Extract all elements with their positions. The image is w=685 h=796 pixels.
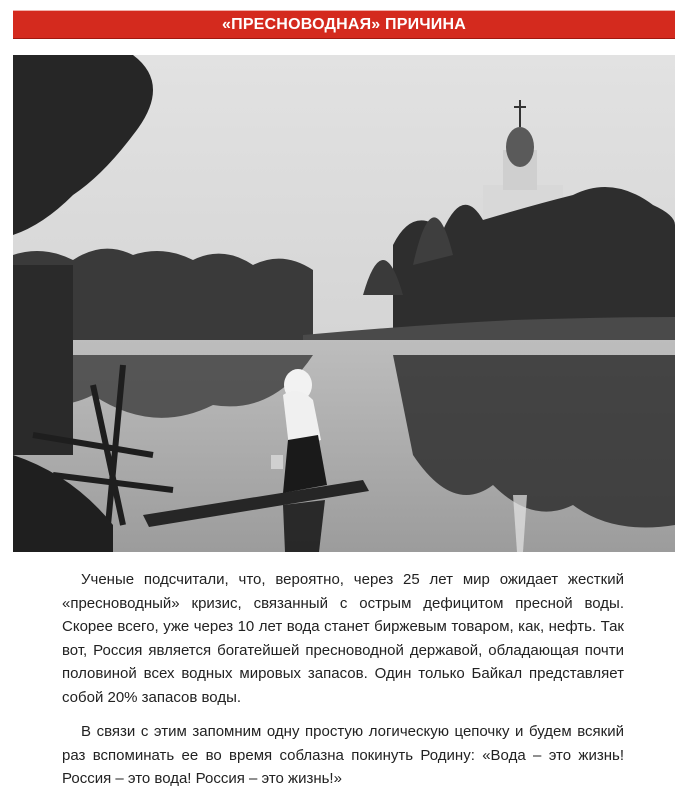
article-paragraph-1: Ученые подсчитали, что, вероятно, через 25 лет мир ожидает жесткий «пресноводный» кризис, связанный с острым дефицитом пресной воды. Скорее всего, уже через 10 лет вода станет биржевым товаром, как, нефть. Так вот, Россия является богатейшей пресноводной державой, обладающая почти половиной всех водных мировых запасов. Один только Байкал представляет собой 20% запасов воды. (62, 571, 624, 706)
article-paragraph-2: В связи с этим запомним одну простую логическую цепочку и будем всякий раз вспоминать ее во время соблазна покинуть Родину: «Вода – это жизнь! Россия – это вода! Россия – это жизнь!» (62, 723, 624, 787)
lake-photo-illustration (13, 55, 675, 552)
title-banner (13, 10, 675, 39)
wooden-shed (13, 265, 73, 455)
lake-photo (13, 55, 675, 552)
page-title: «ПРЕСНОВОДНАЯ» ПРИЧИНА (222, 15, 466, 33)
